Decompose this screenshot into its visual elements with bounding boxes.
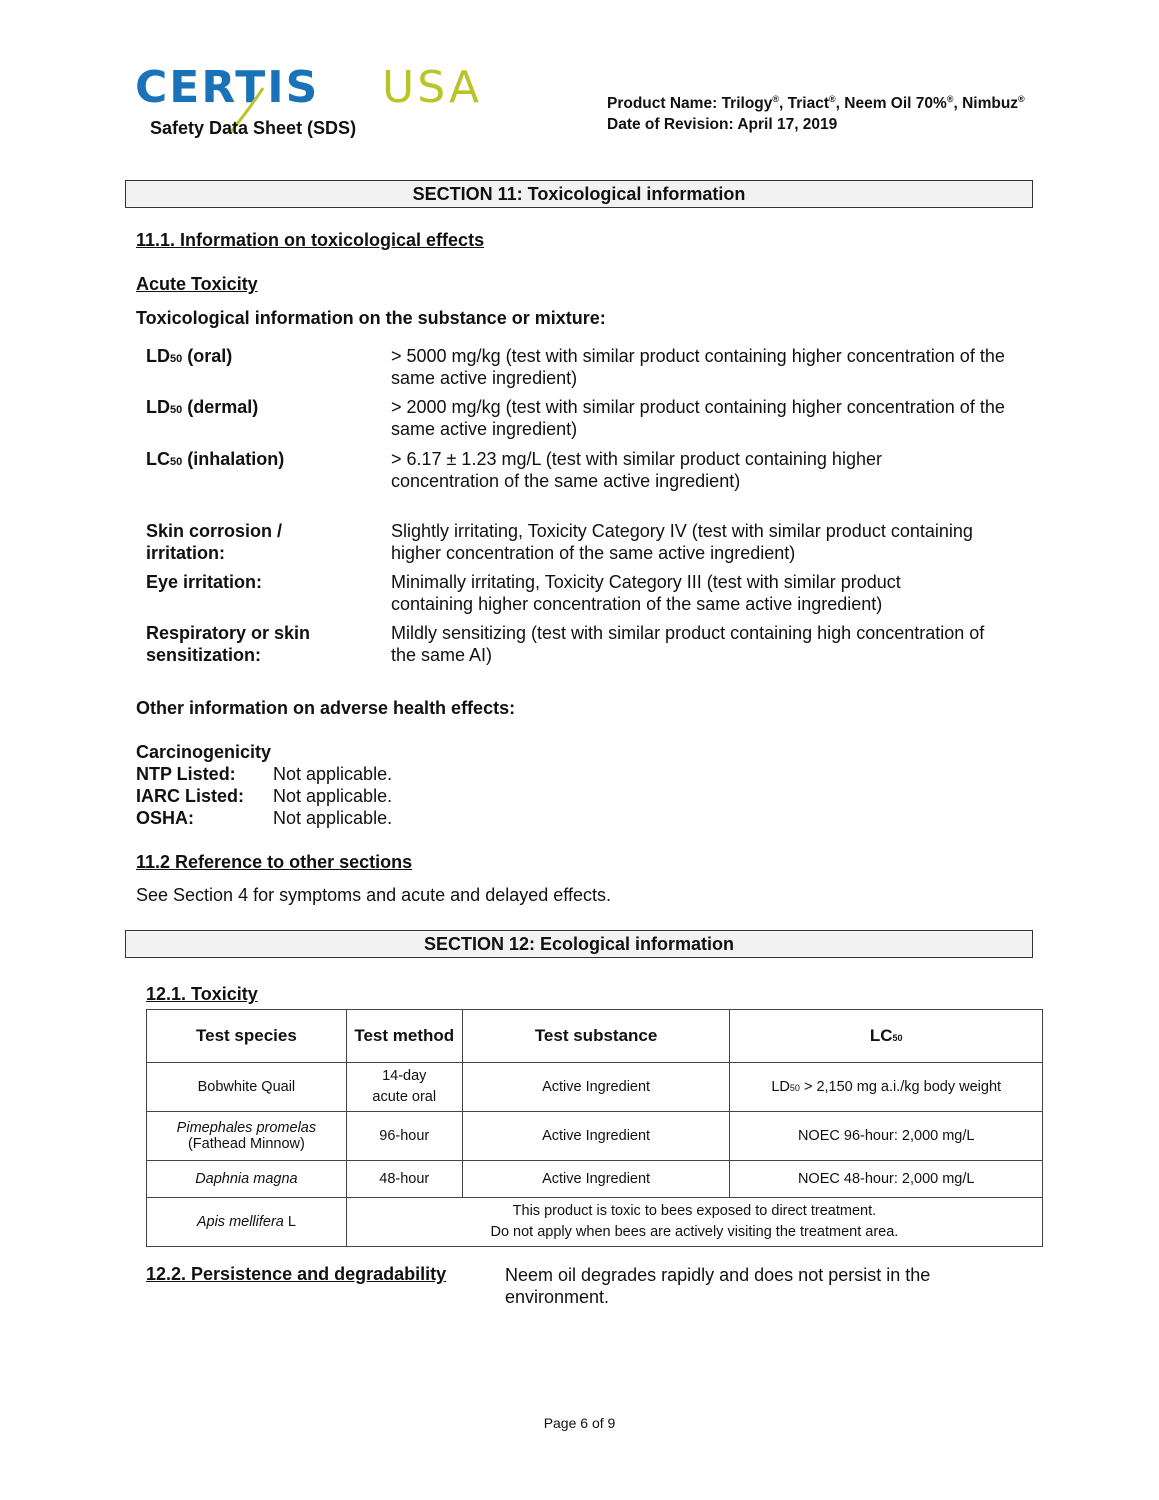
product-trilogy: Trilogy: [721, 95, 773, 113]
eye-irritation-value: Minimally irritating, Toxicity Category III (test with similar product containing higher concentration of the same active ingredient): [391, 572, 901, 614]
product-neem-oil: Neem Oil 70%: [844, 95, 947, 113]
label-sub: 50: [170, 404, 183, 416]
page-number: Page 6 of 9: [543, 1415, 616, 1431]
cell-species: Bobwhite Quail: [147, 1063, 347, 1112]
header-lc50: [730, 1010, 1043, 1063]
ld50-dermal-value: > 2000 mg/kg (test with similar product containing higher concentration of the same active ingredient): [391, 397, 1005, 439]
section-12-1-heading: 12.1. Toxicity: [146, 984, 258, 1004]
cell-substance: Active Ingredient: [462, 1063, 730, 1112]
document-type: Safety Data Sheet (SDS): [150, 118, 357, 138]
cell-lc50: NOEC 96-hour: 2,000 mg/L: [730, 1112, 1043, 1161]
table-row: [147, 1161, 1043, 1198]
table-row: [147, 1112, 1043, 1161]
osha-label: OSHA:: [136, 808, 194, 828]
reg-mark: ®: [829, 94, 836, 104]
iarc-label: IARC Listed:: [136, 786, 244, 806]
cell-substance: Active Ingredient: [462, 1112, 730, 1161]
revision-date: Date of Revision: April 17, 2019: [607, 116, 838, 133]
cell-species: [147, 1112, 347, 1161]
iarc-value: Not applicable.: [273, 786, 393, 806]
cell-method: [346, 1063, 462, 1112]
section-12-2-heading: 12.2. Persistence and degradability: [146, 1264, 447, 1284]
bee-warning-line: Do not apply when bees are actively visiting the treatment area.: [490, 1224, 899, 1240]
label-suffix: (dermal): [182, 397, 259, 417]
species-common: (Fathead Minnow): [187, 1136, 305, 1152]
other-info-heading: Other information on adverse health effects:: [136, 698, 516, 718]
cell-lc50: [730, 1063, 1043, 1112]
table-header-row: [147, 1010, 1043, 1063]
header-test-method: Test method: [346, 1010, 462, 1063]
carcinogenicity-heading: Carcinogenicity: [136, 742, 272, 762]
sensitization-value: Mildly sensitizing (test with similar product containing high concentration of the same AI): [391, 623, 985, 665]
label-sub: 50: [170, 456, 183, 468]
ecotoxicity-table: [146, 1009, 1043, 1247]
cell-species: Daphnia magna: [147, 1161, 347, 1198]
lc50-inhalation-value: > 6.17 ± 1.23 mg/L (test with similar product containing higher concentration of the same active ingredient): [391, 449, 882, 491]
ld50-oral-value: > 5000 mg/kg (test with similar product containing higher concentration of the same active ingredient): [391, 346, 1005, 388]
section-11-1-heading: 11.1. Information on toxicological effects: [136, 230, 485, 250]
cell-species: [147, 1198, 347, 1247]
logo-usa-text: USA: [382, 62, 483, 113]
label-suffix: (oral): [182, 346, 233, 366]
tox-info-heading: Toxicological information on the substance or mixture:: [136, 308, 606, 328]
reg-mark: ®: [946, 94, 954, 104]
label-prefix: LD: [146, 346, 170, 366]
persistence-text: Neem oil degrades rapidly and does not persist in the environment.: [505, 1265, 931, 1307]
reg-mark: ®: [772, 94, 780, 104]
lc50-inhalation-label: [146, 448, 284, 473]
ntp-label: NTP Listed:: [136, 764, 236, 784]
label-prefix: LD: [146, 397, 170, 417]
skin-corrosion-value: Slightly irritating, Toxicity Category IV (test with similar product containing higher concentration of the same active ingredient): [391, 521, 973, 563]
eye-irritation-label: Eye irritation:: [146, 572, 263, 592]
section-12-title: SECTION 12: Ecological information: [125, 930, 1033, 958]
species-rest: L: [283, 1214, 296, 1230]
bee-warning-line: This product is toxic to bees exposed to direct treatment.: [512, 1203, 877, 1219]
product-triact: Triact: [787, 95, 830, 113]
osha-value: Not applicable.: [273, 808, 393, 828]
header-test-substance: Test substance: [462, 1010, 730, 1063]
product-name-label: Product Name:: [607, 95, 718, 113]
cell-substance: Active Ingredient: [462, 1161, 730, 1198]
table-row: [147, 1198, 1043, 1247]
product-nimbuz: Nimbuz: [962, 95, 1019, 113]
ld50-oral-label: [146, 345, 232, 370]
lc-prefix: LD: [771, 1079, 790, 1095]
cell-method: 48-hour: [346, 1161, 462, 1198]
reference-text: See Section 4 for symptoms and acute and delayed effects.: [136, 885, 611, 905]
logo-certis-text: CERTIS: [135, 62, 320, 113]
table-row: [147, 1063, 1043, 1112]
species-latin: Apis mellifera: [196, 1214, 284, 1230]
lc-sub: 50: [892, 1033, 903, 1043]
species-latin: Pimephales promelas: [176, 1120, 317, 1136]
ld50-dermal-label: [146, 396, 258, 421]
product-name: Product Name: Trilogy®, Triact®, Neem Oil 70%®, Nimbuz®: [607, 94, 1025, 113]
skin-corrosion-label: Skin corrosion / irritation:: [146, 521, 283, 563]
section-11-title: SECTION 11: Toxicological information: [125, 180, 1033, 208]
section-11-2-heading: 11.2 Reference to other sections: [136, 852, 413, 872]
cell-method: 96-hour: [346, 1112, 462, 1161]
lc-prefix: LC: [869, 1026, 893, 1045]
method-line: 14-day: [382, 1068, 427, 1084]
ntp-value: Not applicable.: [273, 764, 393, 784]
header-test-species: Test species: [147, 1010, 347, 1063]
reg-mark: ®: [1018, 94, 1025, 104]
cell-lc50: NOEC 48-hour: 2,000 mg/L: [730, 1161, 1043, 1198]
label-prefix: LC: [146, 449, 170, 469]
lc-sub: 50: [789, 1083, 800, 1093]
label-sub: 50: [170, 353, 183, 365]
acute-toxicity-heading: Acute Toxicity: [136, 274, 258, 294]
sensitization-label: Respiratory or skin sensitization:: [146, 623, 311, 665]
cell-bee-warning: [346, 1198, 1042, 1247]
method-line: acute oral: [372, 1089, 437, 1105]
lc-rest: > 2,150 mg a.i./kg body weight: [799, 1079, 1002, 1095]
label-suffix: (inhalation): [182, 449, 285, 469]
